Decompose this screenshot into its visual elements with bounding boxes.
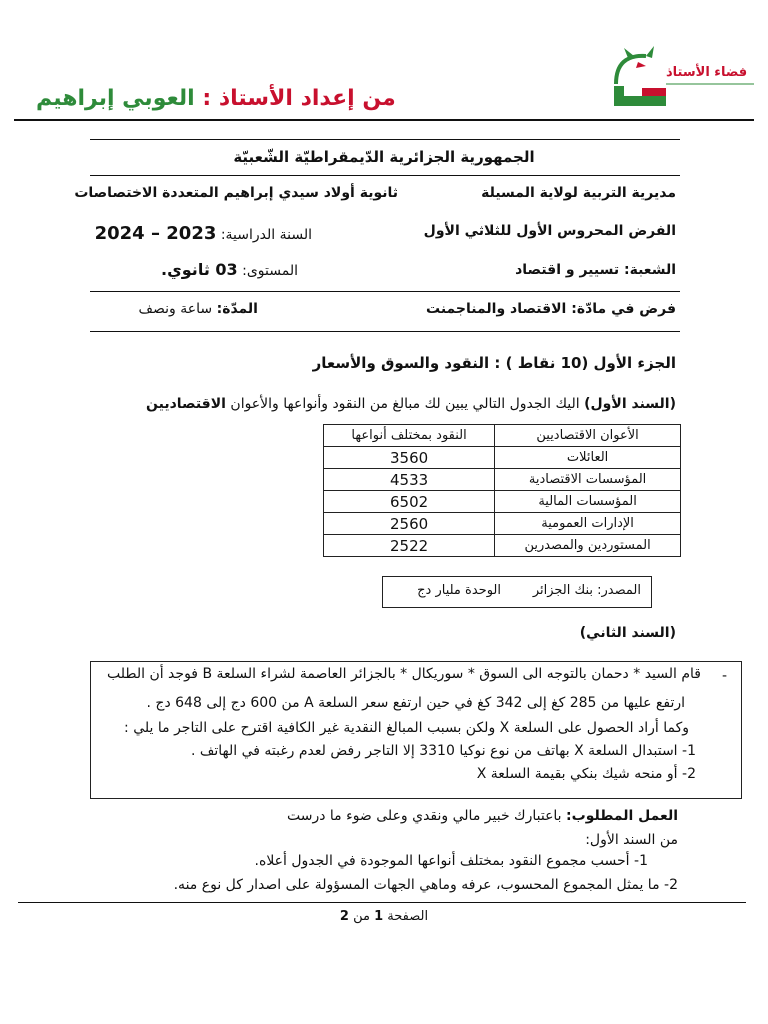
duration <box>139 301 258 317</box>
duration-label: المدّة: <box>216 301 258 317</box>
level-value: 03 ثانوي. <box>161 260 238 279</box>
money-table <box>323 424 681 557</box>
table-row <box>324 469 681 491</box>
question-2: 2- ما يمثل المجموع المحسوب، عرفه وماهي الجهات المسؤولة على اصدار كل نوع منه. <box>173 877 678 893</box>
doc2-line: ارتفع عليها من 285 كغ إلى 342 كغ في حين ارتفع سعر السلعة A من 600 دج إلى 648 دج . <box>146 695 685 711</box>
header-rule-2 <box>90 291 680 292</box>
doc2-line: 1- استبدال السلعة X بهاتف من نوع نوكيا 3310 إلا التاجر رفض لعدم رغبته في الهاتف . <box>190 743 696 759</box>
table-cell-agent: الإدارات العمومية <box>495 513 681 535</box>
page-total: 2 <box>339 909 349 924</box>
school-year-label: السنة الدراسية: <box>220 227 312 243</box>
doc2-line: 2- أو منحه شيك بنكي بقيمة السلعة X <box>476 766 696 782</box>
page-current: 1 <box>374 909 384 924</box>
author-banner <box>36 86 396 111</box>
subject: فرض في مادّة: الاقتصاد والمناجمنت <box>426 301 676 317</box>
duration-value: ساعة ونصف <box>138 301 213 317</box>
level <box>161 260 298 279</box>
table-cell-amount: 2522 <box>324 535 495 557</box>
page-prefix: الصفحة <box>387 909 429 924</box>
table-header-money: النقود بمختلف أنواعها <box>324 425 495 447</box>
table-row <box>324 491 681 513</box>
doc2-line: وكما أراد الحصول على السلعة X ولكن بسبب المبالغ النقدية غير الكافية اقترح على التاجر ما يلي : <box>124 720 689 736</box>
author-name: العوبي إبراهيم <box>36 86 195 111</box>
level-label: المستوى: <box>242 263 298 279</box>
doc1-text: اليك الجدول التالي يبين لك مبالغ من النقود وأنواعها والأعوان <box>230 396 580 412</box>
header-top-rule <box>90 139 680 140</box>
page-sep: من <box>353 909 370 924</box>
table-header-row <box>324 425 681 447</box>
doc2-line: قام السيد * دحمان بالتوجه الى السوق * سوريكال * بالجزائر العاصمة لشراء السلعة B فوجد أن الطلب <box>106 666 701 682</box>
table-cell-agent: العائلات <box>495 447 681 469</box>
doc1-label: (السند الأول) <box>584 396 676 412</box>
author-prefix: من إعداد الأستاذ : <box>202 86 396 111</box>
task-label: العمل المطلوب: <box>566 808 678 824</box>
unit-text: الوحدة مليار دج <box>417 583 501 598</box>
source-text: المصدر: بنك الجزائر <box>532 583 641 598</box>
directorate: مديرية التربية لولاية المسيلة <box>481 185 676 201</box>
table-cell-amount: 2560 <box>324 513 495 535</box>
exam-title: الفرض المحروس الأول للثلاثي الأول <box>423 223 676 239</box>
doc2-box <box>90 661 742 799</box>
school-year <box>95 223 312 244</box>
school-year-value: 2023 – 2024 <box>94 223 217 244</box>
part1-title: الجزء الأول (10 نقاط ) : النقود والسوق والأسعار <box>312 354 676 372</box>
table-cell-agent: المؤسسات المالية <box>495 491 681 513</box>
source-box <box>382 576 652 608</box>
task-line <box>287 808 678 824</box>
school-name: ثانوية أولاد سيدي إبراهيم المتعددة الاختصاصات <box>74 185 398 201</box>
table-row <box>324 535 681 557</box>
list-dash: - <box>722 668 728 684</box>
table-cell-agent: المستوردين والمصدرين <box>495 535 681 557</box>
table-row <box>324 513 681 535</box>
site-logo <box>606 44 756 114</box>
header-rule-1 <box>90 175 680 176</box>
logo-graphic-icon <box>606 44 756 114</box>
question-1: 1- أحسب مجموع النقود بمختلف أنواعها الموجودة في الجدول أعلاه. <box>254 853 648 869</box>
republic-title: الجمهورية الجزائرية الدّيمقراطيّة الشّعبيّة <box>233 148 535 166</box>
table-row <box>324 447 681 469</box>
from-doc1: من السند الأول: <box>585 832 678 848</box>
doc1-tail: الاقتصاديين <box>146 396 226 412</box>
footer-rule <box>18 902 746 903</box>
branch: الشعبة: تسيير و اقتصاد <box>515 262 676 278</box>
doc2-label: (السند الثاني) <box>579 625 676 641</box>
doc1-intro <box>146 396 676 412</box>
header-rule-3 <box>90 331 680 332</box>
page-number <box>0 909 768 924</box>
task-text: باعتبارك خبير مالي ونقدي وعلى ضوء ما درست <box>286 808 562 824</box>
table-cell-amount: 3560 <box>324 447 495 469</box>
logo-text: فضاء الأستاذ <box>666 65 748 80</box>
table-cell-agent: المؤسسات الاقتصادية <box>495 469 681 491</box>
table-header-agents: الأعوان الاقتصاديين <box>495 425 681 447</box>
table-cell-amount: 6502 <box>324 491 495 513</box>
table-cell-amount: 4533 <box>324 469 495 491</box>
banner-divider <box>14 119 754 121</box>
